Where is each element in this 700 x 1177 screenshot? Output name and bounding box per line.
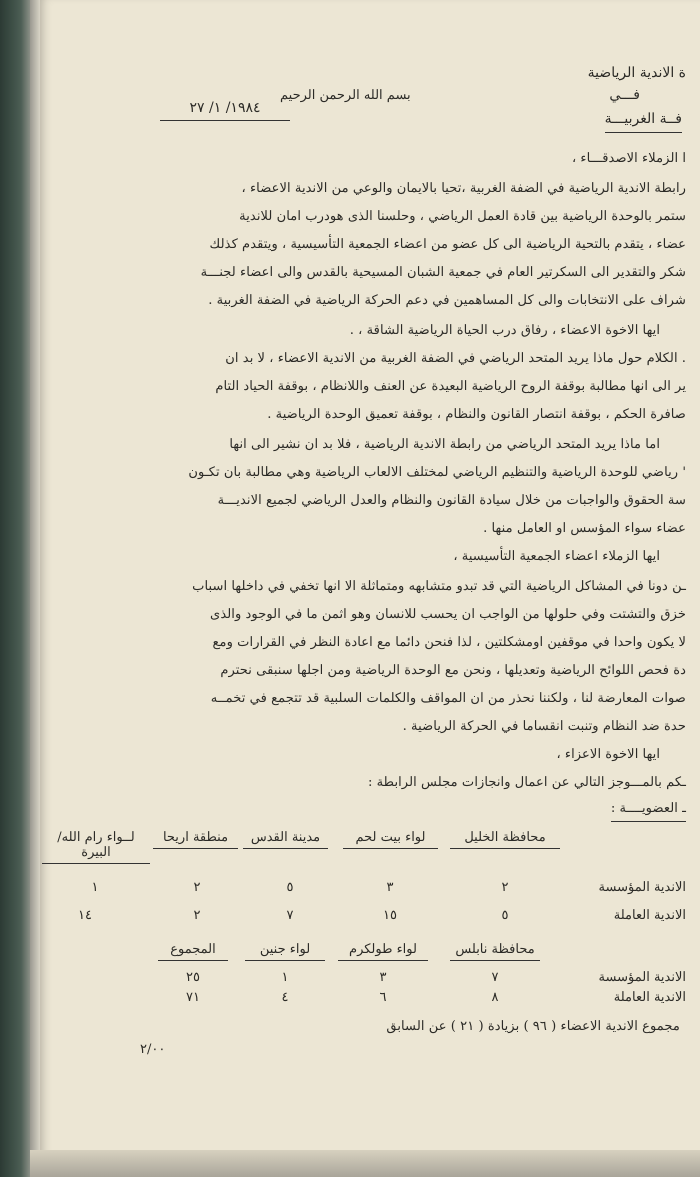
- table-cell: ٢: [501, 880, 509, 895]
- body-line: ستمر بالوحدة الرياضية بين قادة العمل الرياضي ، وحلسنا الذى هودرب امان للاندية: [239, 209, 686, 224]
- org-name-line1: ة الاندية الرياضية: [587, 65, 686, 81]
- table-cell: ٥: [286, 880, 294, 895]
- body-line: ـن دونا في المشاكل الرياضية التي قد تبدو متشابهه ومتماثلة الا انها تخفي في داخلها اسباب: [192, 579, 686, 594]
- row-label: الاندية المؤسسة: [598, 970, 686, 985]
- org-name-line3: فــة الغربيـــة: [605, 108, 682, 133]
- body-line: ايها الاخوة الاعزاء ،: [556, 747, 660, 762]
- table-cell: ٢: [193, 908, 201, 923]
- page-bottom-edge: [30, 1150, 700, 1177]
- book-binding: [0, 0, 30, 1177]
- table-cell: ٦: [379, 990, 387, 1005]
- document-date: ١٩٨٤/ ١/ ٢٧: [160, 100, 290, 121]
- table1-header: منطقة اريحا: [153, 830, 238, 849]
- body-line: رابطة الاندية الرياضية في الضفة الغربية ،تحيا بالايمان والوعي من الاندية الاعضاء ،: [241, 181, 686, 196]
- table1-header: مدينة القدس: [243, 830, 328, 849]
- body-line: ـكم بالمـــوجز التالي عن اعمال وانجازات مجلس الرابطة :: [367, 775, 686, 790]
- table1-header: محافظة الخليل: [450, 830, 560, 849]
- table2-header: لواء جنين: [245, 942, 325, 961]
- table-cell: ٢: [193, 880, 201, 895]
- document-page: [40, 0, 700, 1177]
- body-line: شراف على الانتخابات والى كل المساهمين في دعم الحركة الرياضية في الضفة الغربية .: [208, 293, 686, 308]
- table-cell: ١٥: [383, 908, 397, 923]
- table-cell: ٥: [501, 908, 509, 923]
- page-gutter: [30, 0, 40, 1177]
- basmala: بسم الله الرحمن الرحيم: [280, 88, 411, 103]
- body-line: ايها الاخوة الاعضاء ، رفاق درب الحياة الرياضية الشاقة ، .: [349, 323, 660, 338]
- table-cell: ٨: [491, 990, 499, 1005]
- body-line: دة فحص اللوائح الرياضية وتعديلها ، ونحن مع الوحدة الرياضية ومن اجلها سنبقى نحترم: [220, 663, 686, 678]
- body-line: صوات المعارضة لنا ، ولكننا نحذر من ان المواقف والكلمات السلبية قد تتجمع في تخمــه: [210, 691, 686, 706]
- table2-header: محافظة نابلس: [450, 942, 540, 961]
- table1-header: لــواء رام الله/ البيرة: [42, 830, 150, 864]
- body-line: عضاء ، يتقدم بالتحية الرياضية الى كل عضو من اعضاء الجمعية التأسيسية ، ويتقدم كذلك: [209, 237, 686, 252]
- body-line: اما ماذا يريد المتحد الرياضي من رابطة الاندية الرياضية ، فلا بد ان نشير الى انها: [229, 437, 660, 452]
- org-name-line2: فـــي: [609, 87, 640, 103]
- table-cell: ٢٥: [186, 970, 200, 985]
- table2-header: المجموع: [158, 942, 228, 961]
- table-cell: ١٤: [78, 908, 92, 923]
- body-line: خزق والتشتت وفي حلولها من الواجب ان يحسب للانسان وهو اثمن ما في الوجود والذى: [210, 607, 686, 622]
- body-line: حدة ضد النظام وتنبت انقساما في الحركة الرياضية .: [402, 719, 686, 734]
- body-line: صافرة الحكم ، بوقفة انتصار القانون والنظام ، بوقفة تعميق الوحدة الرياضية .: [267, 407, 686, 422]
- table1-header: لواء بيت لحم: [343, 830, 438, 849]
- body-line: ' رياضي للوحدة الرياضية والتنظيم الرياضي لمختلف الالعاب الرياضية وهي مطالبة بان تكـون: [188, 465, 686, 480]
- body-line: ايها الزملاء اعضاء الجمعية التأسيسية ،: [453, 549, 660, 564]
- table-cell: ٣: [386, 880, 394, 895]
- table-cell: ٧: [286, 908, 294, 923]
- body-line: لا يكون واحدا في موقفين اومشكلتين ، لذا فنحن دائما مع اعادة النظر في القرارات ومع: [212, 635, 686, 650]
- row-label: الاندية العاملة: [613, 908, 686, 923]
- table-cell: ٣: [379, 970, 387, 985]
- table-cell: ٧١: [186, 990, 200, 1005]
- table-cell: ١: [281, 970, 289, 985]
- table-cell: ١: [91, 880, 99, 895]
- body-line: عضاء سواء المؤسس او العامل منها .: [483, 521, 686, 536]
- page-number: ٢/٠٠: [140, 1042, 166, 1057]
- table2-header: لواء طولكرم: [338, 942, 428, 961]
- body-line: شكر والتقدير الى السكرتير العام في جمعية الشبان المسيحية بالقدس والى اعضاء لجنـــة: [200, 265, 686, 280]
- body-line: . الكلام حول ماذا يريد المتحد الرياضي في الضفة الغربية من الاندية الاعضاء ، لا بد ان: [225, 351, 686, 366]
- body-line: سة الحقوق والواجبات من خلال سيادة القانون والنظام والعدل الرياضي لجميع الانديـــة: [217, 493, 686, 508]
- body-line: ير الى انها مطالبة بوقفة الروح الرياضية البعيدة عن العنف واللانظام ، بوقفة الحياد التام: [215, 379, 686, 394]
- row-label: الاندية المؤسسة: [598, 880, 686, 895]
- body-line: ا الزملاء الاصدقـــاء ،: [571, 151, 686, 166]
- total-members-line: مجموع الاندية الاعضاء ( ٩٦ ) بزيادة ( ٢١ ) عن السابق: [386, 1019, 680, 1034]
- table-cell: ٤: [281, 990, 289, 1005]
- membership-heading: ـ العضويــــة :: [611, 800, 686, 822]
- table-cell: ٧: [491, 970, 499, 985]
- row-label: الاندية العاملة: [613, 990, 686, 1005]
